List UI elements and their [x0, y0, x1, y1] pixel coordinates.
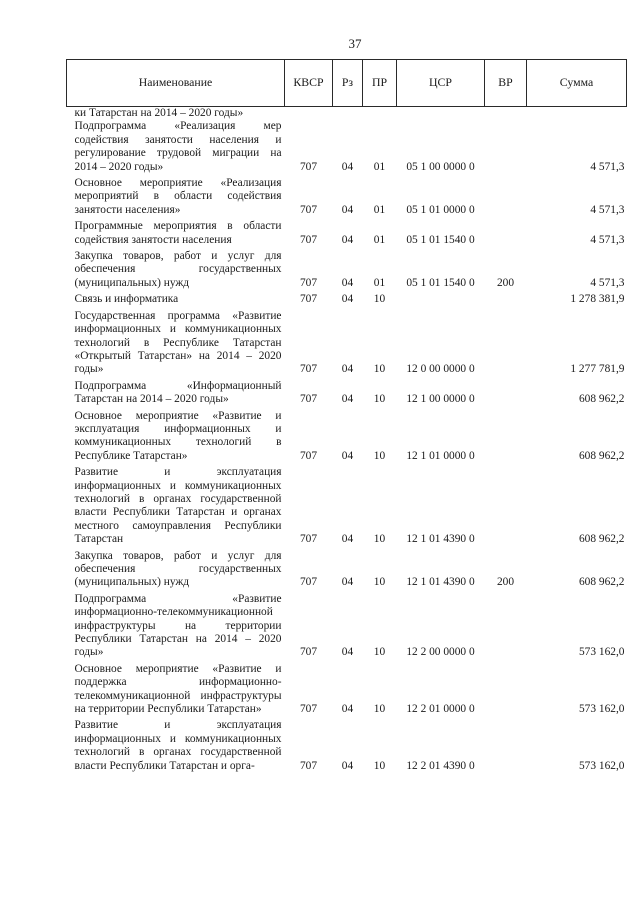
cell-rz: 04: [341, 363, 354, 376]
cell-sum: 608 962,2: [578, 576, 625, 589]
cell-csr: 12 1 01 4390 0: [406, 576, 475, 589]
cell-name: Основное мероприятие «Реализация мероприятий в области содействия занятости населения»: [74, 177, 282, 216]
cell-name: Подпрограмма «Реализация мер содействия занятости населения и регулирование трудовой миграции на 2014 – 2020 годы»: [74, 120, 282, 173]
cell-name: Государственная программа «Развитие информационных и коммуникационных технологий в Республике Татарстан «Открытый Татарстан» на 2014 – 2020 годы»: [74, 309, 282, 376]
header-vr: ВР: [485, 60, 527, 107]
cell-sum: 608 962,2: [578, 449, 625, 462]
cell-name: ки Татарстан на 2014 – 2020 годы»: [74, 107, 244, 119]
table-row: [67, 719, 627, 776]
table-row: [67, 120, 627, 177]
cell-vr: [485, 663, 527, 720]
cell-rz: 04: [341, 576, 354, 589]
header-name: Наименование: [67, 60, 285, 107]
cell-csr: 12 0 00 0000 0: [406, 363, 475, 376]
cell-csr: 12 1 00 0000 0: [406, 393, 475, 406]
header-csr: ЦСР: [397, 60, 485, 107]
table-row: [67, 550, 627, 593]
cell-kvsr: 707: [299, 533, 318, 546]
page-number: 37: [348, 36, 362, 51]
cell-kvsr: [285, 107, 333, 121]
cell-sum: 573 162,0: [578, 703, 625, 716]
cell-vr: [485, 310, 527, 380]
cell-vr: [485, 177, 527, 220]
cell-name: Закупка товаров, работ и услуг для обеспечения государственных (муниципальных) нужд: [74, 549, 282, 589]
cell-vr: [485, 107, 527, 121]
cell-pr: 01: [373, 276, 386, 289]
cell-csr: 05 1 01 1540 0: [406, 233, 475, 246]
table-row: [67, 410, 627, 467]
cell-name: Программные мероприятия в области содействия занятости населения: [74, 220, 282, 246]
cell-rz: 04: [341, 449, 354, 462]
cell-csr: 05 1 01 1540 0: [406, 276, 475, 289]
cell-sum: 4 571,3: [590, 276, 625, 289]
cell-sum: 608 962,2: [578, 393, 625, 406]
cell-kvsr: 707: [299, 160, 318, 173]
table-row: [67, 107, 627, 121]
table-row: [67, 177, 627, 220]
cell-pr: 10: [373, 576, 386, 589]
table-row: [67, 380, 627, 410]
cell-name: Связь и информатика: [74, 293, 179, 306]
cell-vr: [485, 593, 527, 663]
cell-rz: 04: [341, 393, 354, 406]
cell-rz: 04: [341, 160, 354, 173]
cell-vr: [485, 410, 527, 467]
cell-vr: [485, 719, 527, 776]
table-row: [67, 250, 627, 293]
table-body: [67, 107, 627, 777]
cell-rz: 04: [341, 533, 354, 546]
cell-sum: 1 277 781,9: [570, 363, 625, 376]
cell-name: Развитие и эксплуатация информационных и коммуникационных технологий в органах государственной власти Республики Татарстан и органах местного самоуправления Республики Татарстан: [74, 466, 282, 546]
cell-rz: 04: [341, 233, 354, 246]
cell-pr: 10: [373, 363, 386, 376]
cell-rz: [333, 107, 363, 121]
cell-pr: 10: [373, 533, 386, 546]
cell-sum: 608 962,2: [578, 533, 625, 546]
cell-pr: [363, 107, 397, 121]
cell-kvsr: 707: [299, 363, 318, 376]
cell-csr: [397, 107, 485, 121]
header-rz: Рз: [333, 60, 363, 107]
table-row: [67, 593, 627, 663]
cell-pr: 10: [373, 759, 386, 772]
cell-kvsr: 707: [299, 203, 318, 216]
cell-rz: 04: [341, 203, 354, 216]
cell-kvsr: 707: [299, 759, 318, 772]
cell-vr: [485, 293, 527, 309]
cell-pr: 10: [373, 293, 386, 306]
table-row: [67, 663, 627, 720]
cell-vr: [485, 466, 527, 549]
cell-sum: [527, 107, 627, 121]
cell-csr: 12 2 01 4390 0: [406, 759, 475, 772]
cell-pr: 10: [373, 449, 386, 462]
cell-rz: 04: [341, 703, 354, 716]
cell-vr: [485, 120, 527, 177]
cell-csr: 05 1 00 0000 0: [406, 160, 475, 173]
table-row: [67, 293, 627, 309]
cell-rz: 04: [341, 646, 354, 659]
cell-name: Подпрограмма «Информационный Татарстан на 2014 – 2020 годы»: [74, 379, 282, 406]
header-kvsr: КВСР: [285, 60, 333, 107]
cell-kvsr: 707: [299, 233, 318, 246]
cell-sum: 4 571,3: [590, 233, 625, 246]
cell-rz: 04: [341, 276, 354, 289]
cell-name: Закупка товаров, работ и услуг для обеспечения государственных (муниципальных) нужд: [74, 250, 282, 289]
cell-pr: 01: [373, 233, 386, 246]
cell-vr: [485, 220, 527, 250]
cell-vr: [485, 380, 527, 410]
cell-name: Подпрограмма «Развитие информационно-телекоммуникационной инфраструктуры на территории Республики Татарстан на 2014 – 2020 годы»: [74, 592, 282, 659]
cell-pr: 01: [373, 203, 386, 216]
cell-sum: 573 162,0: [578, 759, 625, 772]
cell-sum: 4 571,3: [590, 203, 625, 216]
cell-kvsr: 707: [299, 576, 318, 589]
cell-kvsr: 707: [299, 646, 318, 659]
cell-kvsr: 707: [299, 449, 318, 462]
table-header: [67, 60, 627, 107]
table-row: [67, 220, 627, 250]
cell-pr: 10: [373, 646, 386, 659]
table-row: [67, 310, 627, 380]
cell-vr: 200: [496, 276, 515, 289]
cell-pr: 10: [373, 393, 386, 406]
cell-sum: 573 162,0: [578, 646, 625, 659]
cell-rz: 04: [341, 293, 354, 306]
cell-csr: 12 2 01 0000 0: [406, 703, 475, 716]
cell-sum: 1 278 381,9: [570, 293, 625, 306]
cell-name: Основное мероприятие «Развитие и эксплуатация информационных и коммуникационных технологий в Республике Татарстан»: [74, 409, 282, 462]
cell-pr: 01: [373, 160, 386, 173]
cell-csr: [397, 293, 485, 309]
cell-csr: 12 1 01 0000 0: [406, 449, 475, 462]
cell-vr: 200: [496, 576, 515, 589]
cell-csr: 12 1 01 4390 0: [406, 533, 475, 546]
cell-name: Развитие и эксплуатация информационных и коммуникационных технологий в органах государственной власти Республики Татарстан и орга-: [74, 719, 282, 772]
cell-csr: 12 2 00 0000 0: [406, 646, 475, 659]
cell-kvsr: 707: [299, 393, 318, 406]
cell-kvsr: 707: [299, 703, 318, 716]
budget-table: [66, 59, 627, 776]
cell-rz: 04: [341, 759, 354, 772]
cell-kvsr: 707: [299, 276, 318, 289]
cell-sum: 4 571,3: [590, 160, 625, 173]
table-row: [67, 466, 627, 549]
cell-csr: 05 1 01 0000 0: [406, 203, 475, 216]
cell-name: Основное мероприятие «Развитие и поддержка информационно-телекоммуникационной инфраструктуры на территории Республики Татарстан»: [74, 662, 282, 716]
cell-kvsr: 707: [299, 293, 318, 306]
header-pr: ПР: [363, 60, 397, 107]
cell-pr: 10: [373, 703, 386, 716]
header-sum: Сумма: [527, 60, 627, 107]
